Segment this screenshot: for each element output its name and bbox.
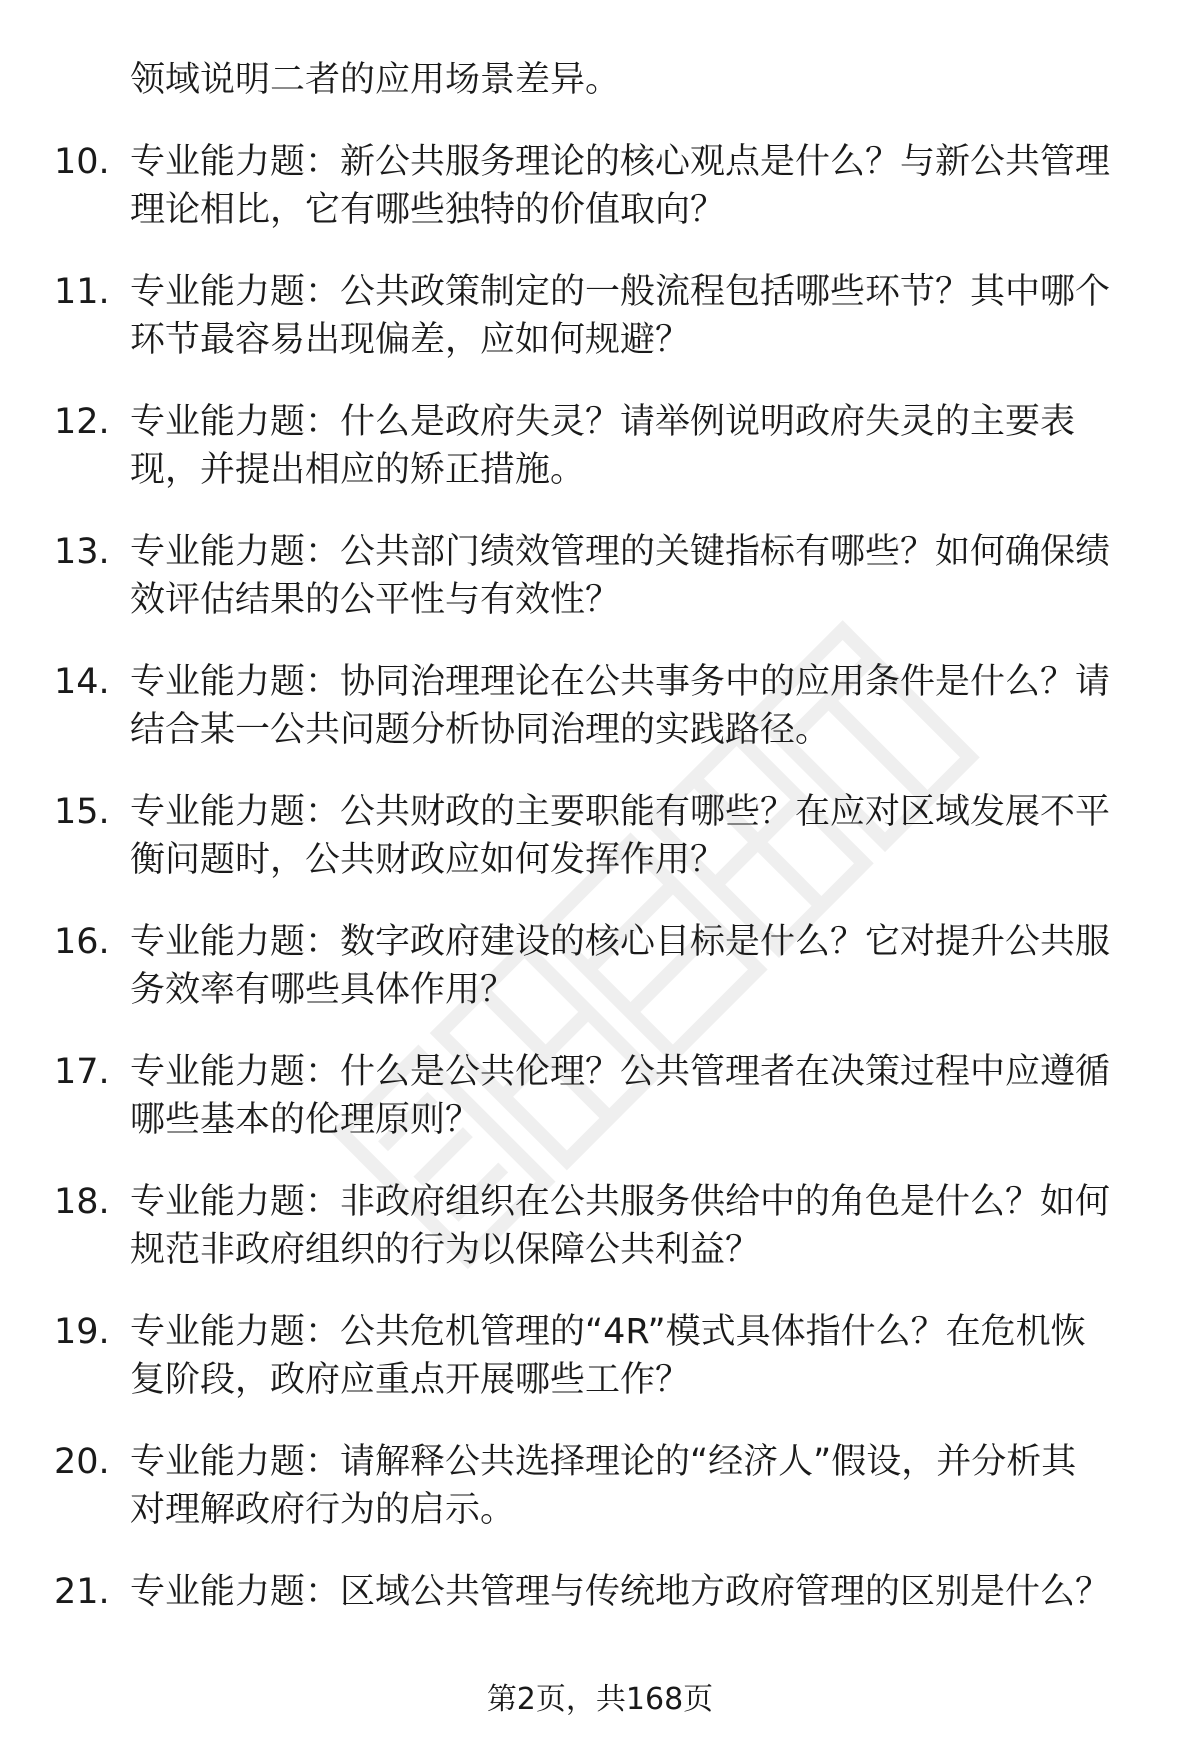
list-item [0,398,1200,494]
question-list [0,56,1200,1616]
item-line: 效评估结果的公平性与有效性？ [130,580,621,620]
list-item [0,918,1200,1014]
list-item [0,1048,1200,1144]
item-number: 19. [54,1312,110,1352]
item-line: 结合某一公共问题分析协同治理的实践路径。 [130,710,831,750]
item-text [130,658,1150,754]
list-item [0,1308,1200,1404]
list-item [0,138,1200,234]
item-text [130,398,1150,494]
item-line: 专业能力题：非政府组织在公共服务供给中的角色是什么？如何 [130,1182,1111,1222]
item-number: 10. [54,142,110,182]
item-line: 专业能力题：区域公共管理与传统地方政府管理的区别是什么？ [130,1572,1111,1612]
item-number: 21. [54,1572,110,1612]
list-item [0,268,1200,364]
item-line: 衡问题时，公共财政应如何发挥作用？ [130,840,726,880]
item-text [130,1178,1150,1274]
item-line: 哪些基本的伦理原则？ [130,1100,481,1140]
item-line: 专业能力题：什么是公共伦理？公共管理者在决策过程中应遵循 [130,1052,1111,1092]
list-item [0,1438,1200,1534]
list-item [0,788,1200,884]
item-number: 15. [54,792,110,832]
item-line: 规范非政府组织的行为以保障公共利益？ [130,1230,761,1270]
item-number: 12. [54,402,110,442]
item-line: 现，并提出相应的矫正措施。 [130,450,586,490]
item-number: 14. [54,662,110,702]
list-item [0,1178,1200,1274]
item-text [130,918,1150,1014]
page-footer: 第2页，共168页 [486,1682,714,1717]
item-text [130,528,1150,624]
item-number: 18. [54,1182,110,1222]
item-line: 理论相比，它有哪些独特的价值取向？ [130,190,726,230]
item-number: 11. [54,272,110,312]
item-line: 专业能力题：公共部门绩效管理的关键指标有哪些？如何确保绩 [130,532,1111,572]
list-item [0,1568,1200,1616]
item-line: 专业能力题：公共危机管理的“4R”模式具体指什么？在危机恢 [130,1312,1086,1352]
item-text [130,1308,1150,1404]
item-number: 16. [54,922,110,962]
item-number: 13. [54,532,110,572]
item-text [130,788,1150,884]
item-text [130,1568,1150,1616]
list-item [0,658,1200,754]
item-line: 专业能力题：协同治理理论在公共事务中的应用条件是什么？请 [130,662,1111,702]
item-text [130,1048,1150,1144]
item-line: 对理解政府行为的启示。 [130,1490,516,1530]
continuation-line: 领域说明二者的应用场景差异。 [130,60,621,100]
item-line: 专业能力题：新公共服务理论的核心观点是什么？与新公共管理 [130,142,1111,182]
item-line: 专业能力题：公共财政的主要职能有哪些？在应对区域发展不平 [130,792,1111,832]
item-line: 环节最容易出现偏差，应如何规避？ [130,320,691,360]
list-item [0,528,1200,624]
item-line: 专业能力题：数字政府建设的核心目标是什么？它对提升公共服 [130,922,1111,962]
item-line: 务效率有哪些具体作用？ [130,970,516,1010]
item-text [130,268,1150,364]
item-line: 专业能力题：什么是政府失灵？请举例说明政府失灵的主要表 [130,402,1076,442]
item-text [130,138,1150,234]
item-line: 专业能力题：公共政策制定的一般流程包括哪些环节？其中哪个 [130,272,1111,312]
item-number: 20. [54,1442,110,1482]
item-number: 17. [54,1052,110,1092]
item-text [130,1438,1150,1534]
item-line: 复阶段，政府应重点开展哪些工作？ [130,1360,691,1400]
item-line: 专业能力题：请解释公共选择理论的“经济人”假设，并分析其 [130,1442,1077,1482]
